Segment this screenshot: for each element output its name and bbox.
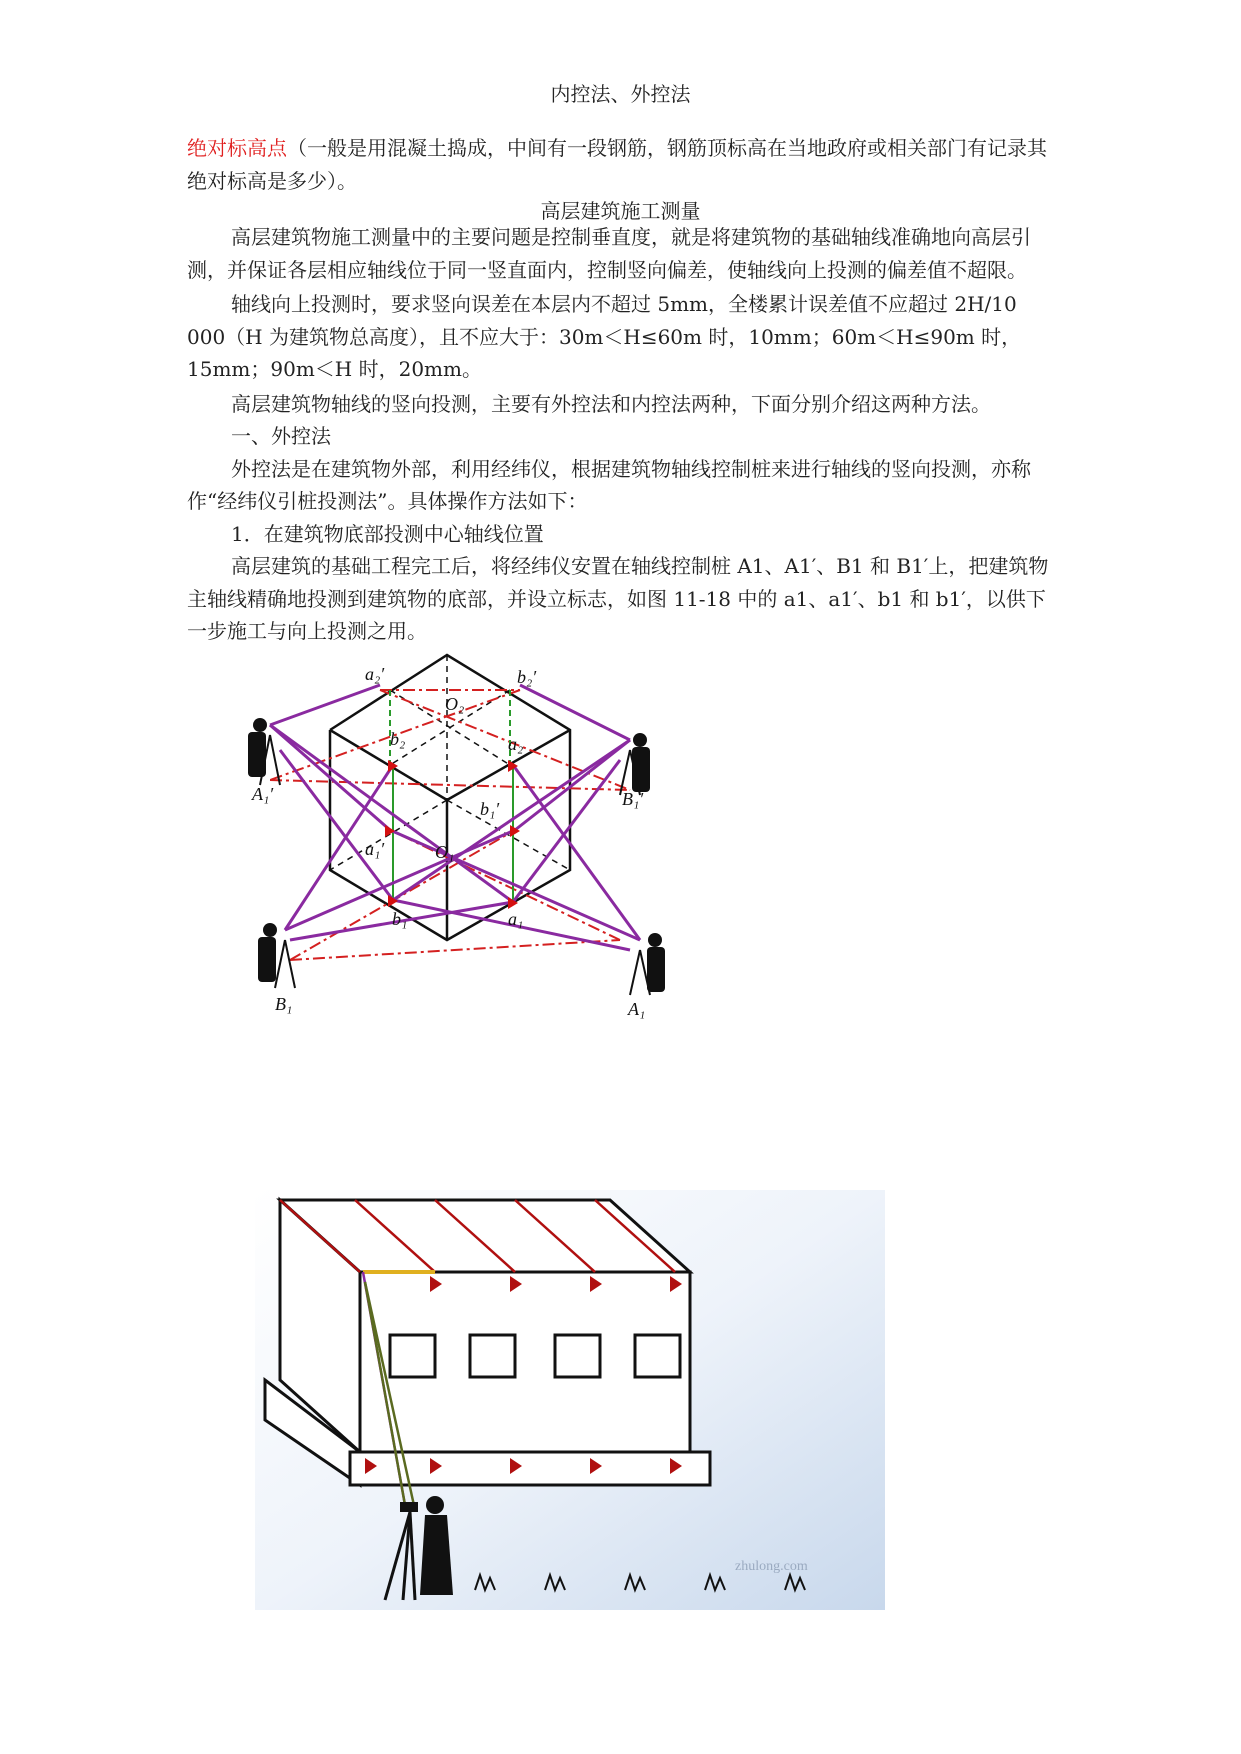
- section-title: 高层建筑施工测量: [540, 199, 701, 223]
- figure-axis-projection: [230, 640, 750, 1030]
- watermark: zhulong.com: [735, 1559, 808, 1574]
- doc-title: 内控法、外控法: [550, 82, 691, 106]
- heading-external-control: 一、外控法: [231, 424, 331, 448]
- body-text: [187, 221, 1057, 648]
- label-B1-prime: B₁′: [622, 789, 644, 809]
- para-tolerance: 轴线向上投测时，要求竖向误差在本层内不超过 5mm，全楼累计误差值不应超过 2H/10 000（H 为建筑物总高度），且不应大于：30m＜H≤60m 时，10mm；60m＜H≤90m 时，15mm；90m＜H 时，20mm。: [187, 292, 1022, 381]
- figure-building-projection: [255, 1190, 885, 1610]
- para-methods: 高层建筑物轴线的竖向投测，主要有外控法和内控法两种，下面分别介绍这两种方法。: [231, 391, 991, 416]
- cube-hidden-edges: [330, 655, 570, 870]
- surveyor-icon: [630, 933, 665, 995]
- label-a1-prime: a₁′: [365, 839, 385, 859]
- label-a1: a₁: [508, 909, 524, 929]
- para-main-problem: 高层建筑物施工测量中的主要问题是控制垂直度，就是将建筑物的基础轴线准确地向高层引测，并保证各层相应轴线位于同一竖直面内，控制竖向偏差，使轴线向上投测的偏差值不超限。: [187, 225, 1031, 282]
- label-A1: A₁: [628, 999, 646, 1019]
- benchmark-text: （一般是用混凝土捣成，中间有一段钢筋，钢筋顶标高在当地政府或相关部门有记录其绝对标高是多少）。: [187, 136, 1047, 193]
- label-O2: O₂: [445, 694, 465, 714]
- item-1: 1．在建筑物底部投测中心轴线位置: [231, 521, 544, 546]
- para-benchmark: [187, 132, 1057, 197]
- label-a2: a₂: [508, 734, 524, 754]
- axis-lines: [270, 690, 630, 960]
- mark-points: [385, 760, 520, 909]
- vertical-projections: [390, 690, 513, 902]
- label-b1: b₁: [392, 909, 408, 929]
- label-b2: b₂: [390, 729, 406, 749]
- label-O1: O₁: [435, 842, 455, 862]
- surveyor-icon: [258, 923, 295, 988]
- label-a2-prime: a₂′: [365, 664, 385, 684]
- sight-lines: [270, 685, 640, 950]
- benchmark-highlight: 绝对标高点: [187, 136, 287, 160]
- para-external-control: 外控法是在建筑物外部，利用经纬仪，根据建筑物轴线控制桩来进行轴线的竖向投测，亦称作“经纬仪引桩投测法”。具体操作方法如下：: [187, 456, 1031, 513]
- label-b2-prime: b₂′: [517, 667, 537, 687]
- label-b1-prime: b₁′: [480, 799, 500, 819]
- label-B1: B₁: [275, 994, 293, 1014]
- para-foundation: 高层建筑的基础工程完工后，将经纬仪安置在轴线控制桩 A1、A1′、B1 和 B1′上，把建筑物主轴线精确地投测到建筑物的底部，并设立标志，如图 11-18 中的 a1、a1′、b1 和 b1′，以供下一步施工与向上投测之用。: [187, 554, 1049, 643]
- label-A1-prime: A₁′: [252, 784, 274, 804]
